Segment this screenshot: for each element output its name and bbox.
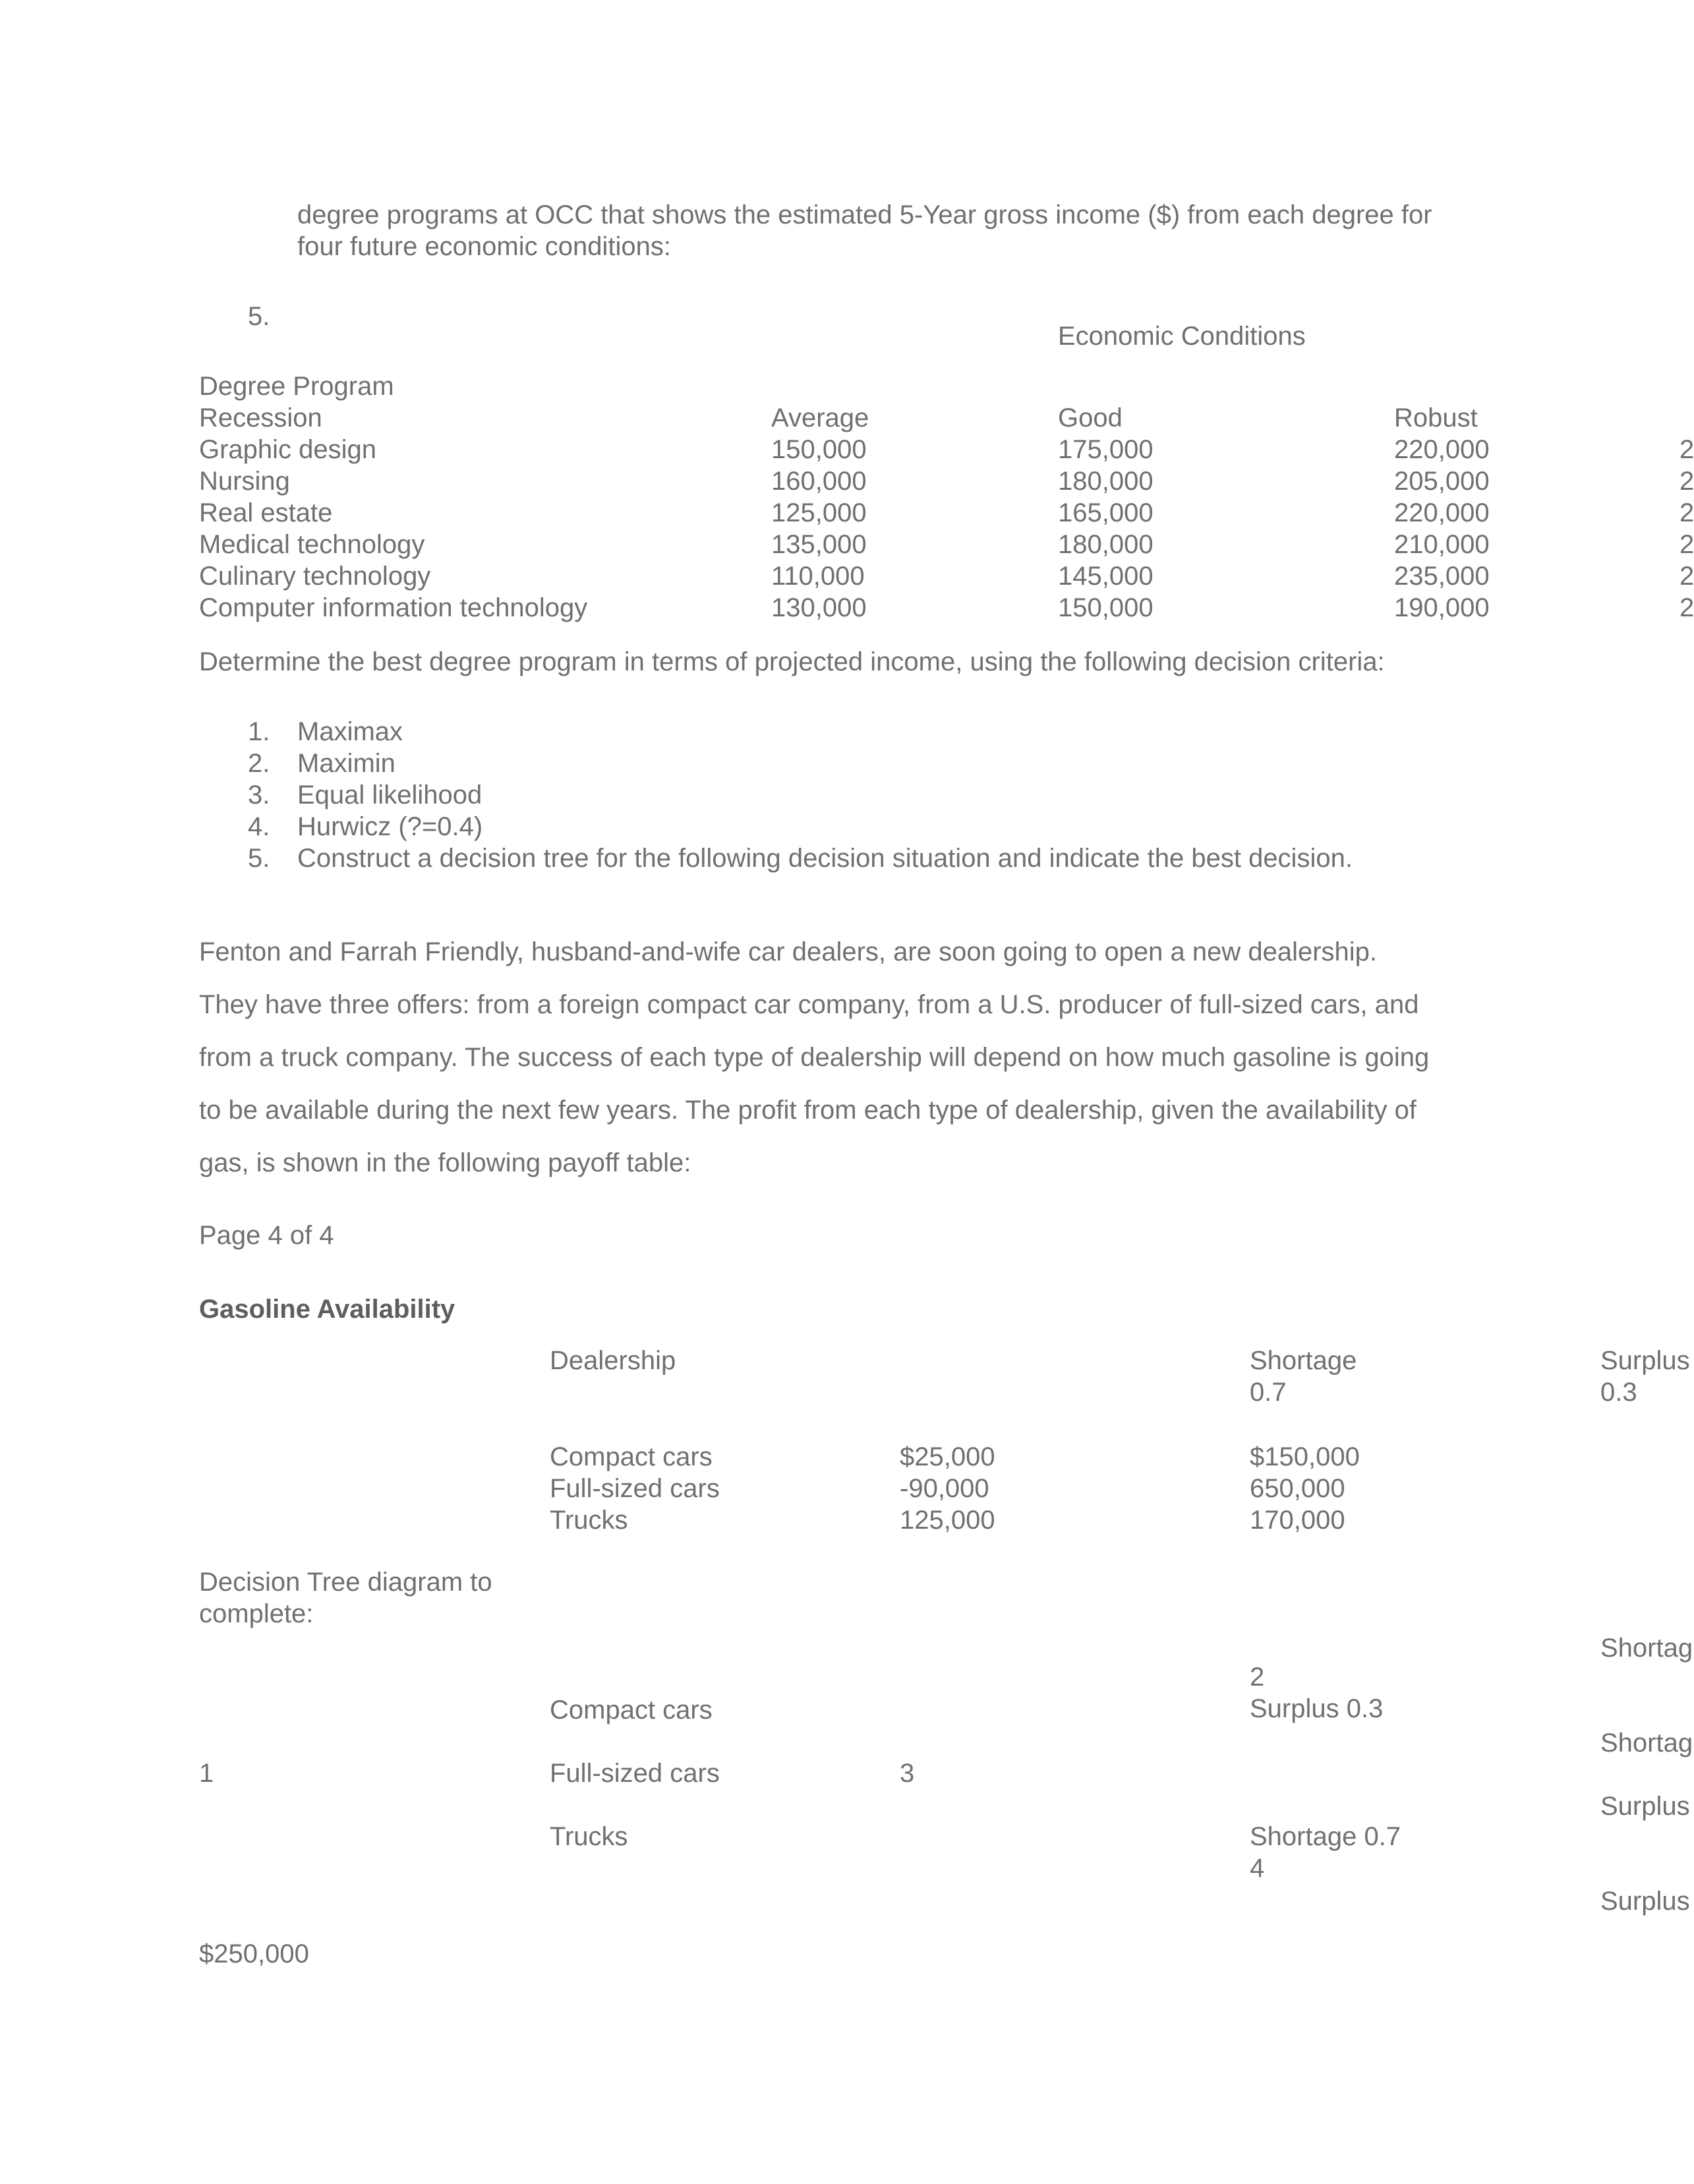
- list-number: 3.: [248, 781, 270, 810]
- tree-right-label: Shortag: [1600, 1634, 1693, 1663]
- table-cell: 150,000: [1058, 593, 1154, 622]
- table-cell: 165,000: [1058, 498, 1154, 527]
- dealership-name: Trucks: [550, 1506, 628, 1535]
- table-cell: 2: [1679, 562, 1694, 591]
- tree-label-line: complete:: [199, 1599, 314, 1628]
- tree-label-line: Decision Tree diagram to: [199, 1568, 492, 1597]
- page-label: Page 4 of 4: [199, 1221, 334, 1250]
- program-name: Graphic design: [199, 435, 377, 464]
- tree-node-4: 4: [1250, 1854, 1265, 1883]
- program-name: Nursing: [199, 467, 290, 496]
- tree-branch-trucks: Trucks: [550, 1822, 628, 1851]
- list-number: 2.: [248, 749, 270, 778]
- table-cell: 175,000: [1058, 435, 1154, 464]
- table-cell: 170,000: [1250, 1506, 1345, 1535]
- table-cell: 180,000: [1058, 467, 1154, 496]
- clipped-column: [1679, 434, 1694, 624]
- intro-line-1: degree programs at OCC that shows the estimated 5-Year gross income ($) from each degree for: [297, 200, 1432, 229]
- paragraph-line: They have three offers: from a foreign compact car company, from a U.S. producer of full-sized cars, and: [199, 990, 1419, 1019]
- table-cell: $25,000: [900, 1442, 995, 1471]
- table-cell: 2: [1679, 467, 1694, 496]
- table-cell: 130,000: [771, 593, 867, 622]
- list-item: Maximax: [297, 717, 403, 746]
- table-cell: 205,000: [1394, 467, 1490, 496]
- program-name: Real estate: [199, 498, 333, 527]
- dealership-name: Compact cars: [550, 1442, 713, 1471]
- surplus-header: [1600, 1345, 1690, 1408]
- program-name: Medical technology: [199, 530, 425, 559]
- table-cell: 220,000: [1394, 435, 1490, 464]
- surplus-label: Surplus: [1600, 1346, 1690, 1375]
- table-cell: 2: [1679, 530, 1694, 559]
- tree-node-3: 3: [900, 1759, 915, 1788]
- surplus-probability: 0.3: [1600, 1378, 1637, 1407]
- tree-node-2: 2: [1250, 1663, 1265, 1692]
- table-cell: 220,000: [1394, 498, 1490, 527]
- paragraph-line: Fenton and Farrah Friendly, husband-and-wife car dealers, are soon going to open a new dealership.: [199, 937, 1378, 966]
- list-number: 4.: [248, 812, 270, 841]
- tree-branch-label: Surplus 0.3: [1250, 1694, 1384, 1723]
- criteria-numbers: [248, 716, 270, 874]
- tree-branch-compact: Compact cars: [550, 1696, 713, 1725]
- problem-number: 5.: [248, 302, 270, 331]
- tree-right-label: Surplus: [1600, 1792, 1690, 1821]
- table-cell: 125,000: [771, 498, 867, 527]
- shortage-probability: 0.7: [1250, 1378, 1287, 1407]
- program-name: Computer information technology: [199, 593, 588, 622]
- table-cell: 2: [1679, 498, 1694, 527]
- tree-branch-label: Shortage 0.7: [1250, 1822, 1401, 1851]
- tree-right-label: Shortag: [1600, 1728, 1693, 1757]
- list-number: 5.: [248, 844, 270, 873]
- paragraph-line: from a truck company. The success of each type of dealership will depend on how much gasoline is going: [199, 1043, 1430, 1072]
- criteria-texts: [297, 716, 1353, 874]
- degree-program-column: [199, 370, 587, 624]
- column-header-robust: Robust: [1394, 403, 1478, 432]
- table-cell: 235,000: [1394, 562, 1490, 591]
- table-cell: 650,000: [1250, 1474, 1345, 1503]
- shortage-label: Shortage: [1250, 1346, 1357, 1375]
- decision-tree-label: [199, 1566, 492, 1630]
- good-column: [1058, 402, 1154, 624]
- table-cell: 125,000: [900, 1506, 995, 1535]
- problem-paragraph: [199, 926, 1429, 1189]
- paragraph-line: to be available during the next few years. The profit from each type of dealership, given the availability of: [199, 1096, 1417, 1125]
- column-header-good: Good: [1058, 403, 1123, 432]
- paragraph-line: gas, is shown in the following payoff table:: [199, 1148, 691, 1177]
- tree-payoff: $250,000: [199, 1939, 309, 1968]
- robust-column: [1394, 402, 1490, 624]
- list-item: Maximin: [297, 749, 395, 778]
- program-name: Culinary technology: [199, 562, 431, 591]
- list-item: Construct a decision tree for the following decision situation and indicate the best decision.: [297, 844, 1353, 873]
- criteria-intro: Determine the best degree program in terms of projected income, using the following decision criteria:: [199, 647, 1385, 676]
- gasoline-availability-title: Gasoline Availability: [199, 1295, 455, 1324]
- tree-right-label: Surplus: [1600, 1887, 1690, 1916]
- payoff-column-a: [900, 1441, 995, 1536]
- table-cell: 190,000: [1394, 593, 1490, 622]
- average-column: [771, 402, 869, 624]
- list-item: Equal likelihood: [297, 781, 482, 810]
- table-cell: 2: [1679, 593, 1694, 622]
- tree-node-1: 1: [199, 1759, 214, 1788]
- table-cell: 160,000: [771, 467, 867, 496]
- row-header-label: Degree Program: [199, 372, 394, 401]
- dealership-name: Full-sized cars: [550, 1474, 720, 1503]
- economic-conditions-header: Economic Conditions: [1058, 322, 1306, 351]
- list-number: 1.: [248, 717, 270, 746]
- table-cell: 150,000: [771, 435, 867, 464]
- dealership-header: Dealership: [550, 1346, 676, 1375]
- table-cell: 135,000: [771, 530, 867, 559]
- table-cell: 180,000: [1058, 530, 1154, 559]
- dealership-column: [550, 1441, 720, 1536]
- column-header-recession: Recession: [199, 403, 322, 432]
- column-header-average: Average: [771, 403, 869, 432]
- table-cell: 110,000: [771, 562, 865, 591]
- tree-branch-fullsized: Full-sized cars: [550, 1759, 720, 1788]
- table-cell: -90,000: [900, 1474, 989, 1503]
- table-cell: 210,000: [1394, 530, 1490, 559]
- table-cell: $150,000: [1250, 1442, 1360, 1471]
- list-item: Hurwicz (?=0.4): [297, 812, 483, 841]
- table-cell: 2: [1679, 435, 1694, 464]
- payoff-column-b: [1250, 1441, 1360, 1536]
- table-cell: 145,000: [1058, 562, 1154, 591]
- intro-line-2: four future economic conditions:: [297, 232, 671, 261]
- shortage-header: [1250, 1345, 1357, 1408]
